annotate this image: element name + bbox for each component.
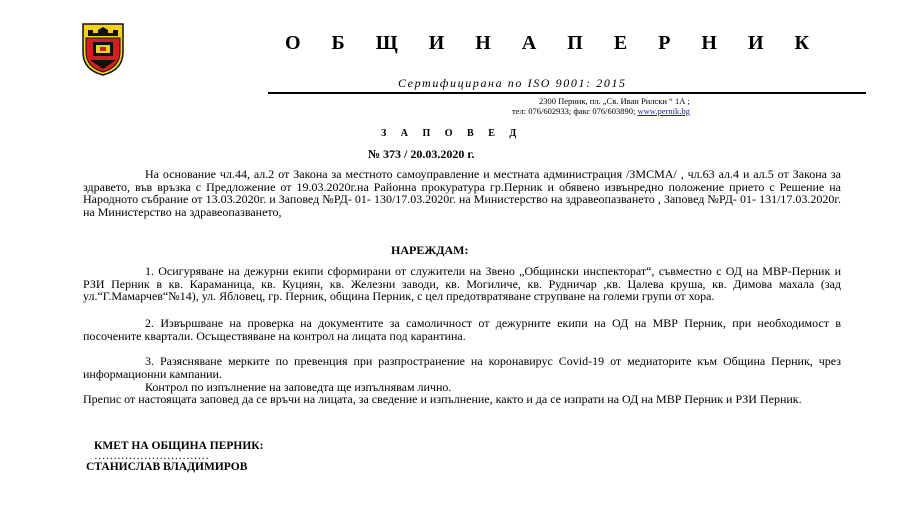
contact-line (512, 106, 690, 116)
preamble-paragraph: На основание чл.44, ал.2 от Закона за местното самоуправление и местната администрация /ЗМСМА/ , чл.63 ал.4 и ал.5 от Закона за здравето, във връзка с Предложение от 19.03.2020г.на Районна прокуратура гр.Перник и обявено извънредно положение прието с Решение на Народното събрание от 13.03.2020г. и Заповед №РД- 01- 130/17.03.2020г. на Министерство на здравеопазването , Заповед №РД- 01- 131/17.03.2020г. на Министерство на здравеопазването, (83, 167, 841, 219)
control-statement: Контрол по изпълнение на заповедта ще изпълнявам лично. (145, 380, 452, 394)
header-divider (268, 92, 866, 94)
address-line: 2300 Перник, пл. „Св. Иван Рилски “ 1А ; (538, 96, 690, 106)
phone-fax: тел: 076/602933; факс 076/603890; (512, 106, 636, 116)
certification-text: Сертифицирана по ISO 9001: 2015 (398, 76, 627, 90)
website-link[interactable]: www.pernik.bg (637, 106, 690, 116)
order-item-1: 1. Осигуряване на дежурни екипи сформирани от служители на Звено „Общински инспекторат“, съвместно с ОД на МВР-Перник и РЗИ Перник в кв. Караманица, кв. Куциян, кв. Железни заводи, кв. Могиличе, кв. Рудничар ,кв. Цалева круша, кв. Димова махала (зад ул.“Г.Мамарчев“№14), ул. Ябловец, гр. Перник, община Перник, с цел предотвратяване струпване на големи групи от хора. (83, 264, 841, 303)
signature-dots: ………………………… (94, 450, 209, 462)
order-item-2: 2. Извършване на проверка на документите за самоличност от дежурните екипи на ОД на МВР Перник, при необходимост в посочените квартали. Осъществяване на контрол на лицата под карантина. (83, 316, 841, 343)
copy-note: Препис от настоящата заповед да се връчи на лицата, за сведение и изпълнение, както и да се изпрати на ОД на МВР Перник и РЗИ Перник. (83, 392, 802, 406)
document-title: З А П О В Е Д (381, 128, 523, 139)
signature-name: СТАНИСЛАВ ВЛАДИМИРОВ (86, 461, 248, 473)
address-block (512, 96, 690, 116)
organization-name: О Б Щ И Н А П Е Р Н И К (285, 32, 823, 54)
pernik-crest-logo (80, 22, 126, 76)
order-item-3: 3. Разясняване мерките по превенция при разпространение на коронавирус Covid-19 от медиаторите към Община Перник, чрез информационни кампании. (83, 354, 841, 381)
document-number: № 373 / 20.03.2020 г. (368, 147, 475, 161)
signature-position: КМЕТ НА ОБЩИНА ПЕРНИК: (94, 440, 264, 452)
orders-heading: НАРЕЖДАМ: (391, 243, 469, 257)
